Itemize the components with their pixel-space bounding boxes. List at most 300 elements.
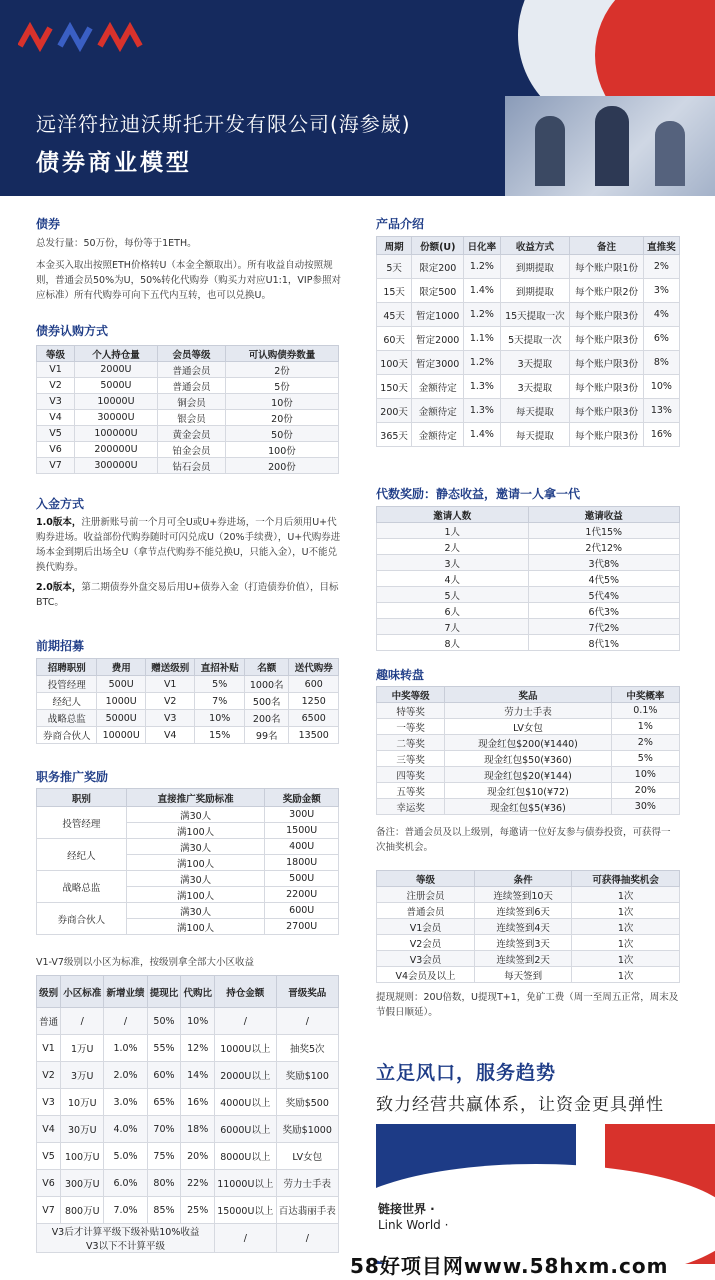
table-row xyxy=(377,951,680,967)
table-cell: 10% xyxy=(195,710,245,727)
table-cell: 10000U xyxy=(74,394,157,410)
table-cell: 到期提取 xyxy=(500,279,570,303)
table-cell: 现金红包$5(¥36) xyxy=(445,799,611,815)
table-cell: 铂金会员 xyxy=(157,442,225,458)
table-cell: V3会员 xyxy=(377,951,475,967)
table-cell: 6人 xyxy=(377,603,529,619)
table-row xyxy=(377,767,680,783)
generation-table xyxy=(376,506,680,651)
table-header-cell: 提现比 xyxy=(147,976,181,1008)
table-cell: 每个账户限3份 xyxy=(570,303,644,327)
table-cell: 5% xyxy=(611,751,679,767)
table-cell: 现金红包$10(¥72) xyxy=(445,783,611,799)
table-header-cell: 份额(U) xyxy=(412,237,464,255)
table-header-cell: 等级 xyxy=(377,871,475,887)
table-cell: / xyxy=(104,1008,147,1035)
table-cell: 10% xyxy=(181,1008,215,1035)
table-row xyxy=(377,935,680,951)
table-cell: V1 xyxy=(37,1035,61,1062)
page-title: 债券商业模型 xyxy=(36,150,192,176)
table-cell: 1.3% xyxy=(464,399,500,423)
subscribe-table xyxy=(36,345,339,474)
table-row xyxy=(37,394,339,410)
table-cell: 2份 xyxy=(225,362,338,378)
table-cell: 金额待定 xyxy=(412,423,464,447)
table-cell: 金额待定 xyxy=(412,399,464,423)
table-header-row xyxy=(377,687,680,703)
table-header-cell: 送代购券 xyxy=(289,659,339,676)
table-cell: 500名 xyxy=(244,693,289,710)
table-cell: 暂定1000 xyxy=(412,303,464,327)
table-cell: 200份 xyxy=(225,458,338,474)
table-cell: 6% xyxy=(643,327,679,351)
table-row xyxy=(37,807,339,823)
table-cell: 经纪人 xyxy=(37,693,97,710)
table-cell: 抽奖5次 xyxy=(276,1035,338,1062)
table-cell: LV女包 xyxy=(276,1143,338,1170)
table-cell: V1会员 xyxy=(377,919,475,935)
table-cell: V2 xyxy=(37,1062,61,1089)
table-row xyxy=(37,1197,339,1224)
table-row xyxy=(37,1008,339,1035)
slogan-title: 立足风口，服务趋势 xyxy=(376,1062,557,1084)
table-cell: 1000名 xyxy=(244,676,289,693)
table-cell: 45天 xyxy=(377,303,412,327)
table-row xyxy=(377,375,680,399)
table-cell: V6 xyxy=(37,442,75,458)
table-cell: / xyxy=(276,1008,338,1035)
table-cell: V3 xyxy=(37,394,75,410)
recruit-table xyxy=(36,658,339,744)
table-header-cell: 职别 xyxy=(37,789,127,807)
table-cell: 限定500 xyxy=(412,279,464,303)
table-cell: V5 xyxy=(37,1143,61,1170)
footer-decor xyxy=(376,1124,715,1264)
table-header-cell: 中奖概率 xyxy=(611,687,679,703)
table-cell: / xyxy=(215,1224,277,1253)
table-cell: 1.3% xyxy=(464,375,500,399)
table-header-cell: 招聘职别 xyxy=(37,659,97,676)
table-cell: 1人 xyxy=(377,523,529,539)
table-cell: 5.0% xyxy=(104,1143,147,1170)
table-header-row xyxy=(377,237,680,255)
table-cell: 5人 xyxy=(377,587,529,603)
table-cell: 注册会员 xyxy=(377,887,475,903)
link-world-en: Link World · xyxy=(378,1218,449,1232)
table-row xyxy=(377,255,680,279)
entry-v2: 2.0版本，第二期债券外盘交易后用U+债券入金（打造债券价值），目标BTC。 xyxy=(36,582,339,608)
table-header-cell: 奖励金额 xyxy=(265,789,339,807)
table-header-cell: 晋级奖品 xyxy=(276,976,338,1008)
table-cell: 特等奖 xyxy=(377,703,445,719)
table-row xyxy=(377,555,680,571)
table-cell: 100天 xyxy=(377,351,412,375)
table-row xyxy=(37,839,339,855)
table-cell: 1.2% xyxy=(464,351,500,375)
subscribe-title: 债券认购方式 xyxy=(36,324,109,338)
table-cell: 2% xyxy=(611,735,679,751)
table-cell: 600 xyxy=(289,676,339,693)
table-cell: 1000U以上 xyxy=(215,1035,277,1062)
table-row xyxy=(377,635,680,651)
table-cell: V6 xyxy=(37,1170,61,1197)
table-cell: 1次 xyxy=(572,935,680,951)
table-cell: 60天 xyxy=(377,327,412,351)
table-cell: 5份 xyxy=(225,378,338,394)
table-cell: 每个账户限3份 xyxy=(570,375,644,399)
table-cell: 4代5% xyxy=(528,571,680,587)
table-row xyxy=(377,327,680,351)
table-cell: 券商合伙人 xyxy=(37,727,97,744)
table-cell: V4 xyxy=(37,1116,61,1143)
table-cell: 黄金会员 xyxy=(157,426,225,442)
table-cell: 8代1% xyxy=(528,635,680,651)
table-cell: 钻石会员 xyxy=(157,458,225,474)
watermark: 58好项目网www.58hxm.com xyxy=(350,1254,669,1278)
table-header-cell: 小区标准 xyxy=(61,976,104,1008)
table-header-cell: 可获得抽奖机会 xyxy=(572,871,680,887)
table-row xyxy=(377,751,680,767)
table-cell: 3% xyxy=(643,279,679,303)
table-cell: 3天提取 xyxy=(500,351,570,375)
table-cell: 每个账户限1份 xyxy=(570,255,644,279)
table-header-row xyxy=(37,659,339,676)
table-cell: 金额待定 xyxy=(412,375,464,399)
table-cell: 85% xyxy=(147,1197,181,1224)
table-cell: 满30人 xyxy=(126,903,265,919)
table-cell: 经纪人 xyxy=(37,839,127,871)
promo-title: 职务推广奖励 xyxy=(36,770,109,784)
table-cell: 1% xyxy=(611,719,679,735)
table-row xyxy=(37,727,339,744)
table-cell: 100份 xyxy=(225,442,338,458)
table-row xyxy=(37,1170,339,1197)
table-cell: 30万U xyxy=(61,1116,104,1143)
table-cell: 8% xyxy=(643,351,679,375)
table-cell: V3 xyxy=(145,710,195,727)
company-name: 远洋符拉迪沃斯托开发有限公司(海参崴) xyxy=(36,112,411,136)
table-cell: V2会员 xyxy=(377,935,475,951)
table-row xyxy=(377,303,680,327)
table-row xyxy=(377,799,680,815)
table-cell: 50份 xyxy=(225,426,338,442)
table-header-row xyxy=(37,789,339,807)
table-cell: 4.0% xyxy=(104,1116,147,1143)
table-cell: 连续签到10天 xyxy=(474,887,571,903)
table-row xyxy=(37,1089,339,1116)
table-cell: 2000U xyxy=(74,362,157,378)
recruit-title: 前期招募 xyxy=(36,639,85,653)
table-header-cell: 费用 xyxy=(97,659,146,676)
generation-title: 代数奖励：静态收益，邀请一人拿一代 xyxy=(376,487,581,501)
table-row xyxy=(377,903,680,919)
table-cell: 150天 xyxy=(377,375,412,399)
table-row xyxy=(377,603,680,619)
table-cell: 500U xyxy=(265,871,339,887)
table-cell: 13500 xyxy=(289,727,339,744)
table-row xyxy=(37,693,339,710)
table-row xyxy=(377,735,680,751)
table-cell: 现金红包$20(¥144) xyxy=(445,767,611,783)
table-cell: 二等奖 xyxy=(377,735,445,751)
table-cell: 22% xyxy=(181,1170,215,1197)
table-row xyxy=(377,571,680,587)
table-cell: 5% xyxy=(195,676,245,693)
table-cell: 18% xyxy=(181,1116,215,1143)
table-cell: 3人 xyxy=(377,555,529,571)
table-header-cell: 赠送级别 xyxy=(145,659,195,676)
products-table xyxy=(376,236,680,447)
table-row xyxy=(37,710,339,727)
table-header-row xyxy=(377,871,680,887)
table-cell: V1 xyxy=(37,362,75,378)
table-cell: 劳力士手表 xyxy=(276,1170,338,1197)
table-cell: 限定200 xyxy=(412,255,464,279)
table-header-cell: 中奖等级 xyxy=(377,687,445,703)
entry-v1: 1.0版本，注册新账号前一个月可全U或U+券进场，一个月后须用U+代购券进场。收益部份代购券随时可闪兑成U（20%手续费），U+代购券进场本金到期后出场全U（拿节点代购券不能兑换U，只能入金），U不能兑换代购券。 xyxy=(36,517,341,573)
table-header-cell: 收益方式 xyxy=(500,237,570,255)
table-cell: 1次 xyxy=(572,951,680,967)
table-cell: 铜会员 xyxy=(157,394,225,410)
table-cell: 每个账户限3份 xyxy=(570,423,644,447)
table-row xyxy=(377,703,680,719)
table-cell: 普通 xyxy=(37,1008,61,1035)
table-cell: LV女包 xyxy=(445,719,611,735)
table-cell: 满30人 xyxy=(126,839,265,855)
table-header-cell: 新增业绩 xyxy=(104,976,147,1008)
bond-title: 债券 xyxy=(36,217,61,231)
table-cell: 战略总监 xyxy=(37,710,97,727)
table-cell: 5天提取一次 xyxy=(500,327,570,351)
table-cell: 10% xyxy=(611,767,679,783)
table-header-row xyxy=(37,346,339,362)
table-cell: 3.0% xyxy=(104,1089,147,1116)
table-row xyxy=(377,783,680,799)
table-cell: 30000U xyxy=(74,410,157,426)
table-row xyxy=(377,719,680,735)
table-row xyxy=(37,426,339,442)
table-cell: 投管经理 xyxy=(37,807,127,839)
level-note: V1-V7级别以小区为标准，按级别拿全部大小区收益 xyxy=(36,957,254,968)
table-row xyxy=(37,1035,339,1062)
table-cell: 2000U以上 xyxy=(215,1062,277,1089)
table-cell: 15% xyxy=(195,727,245,744)
table-row xyxy=(37,1062,339,1089)
table-cell: 战略总监 xyxy=(37,871,127,903)
table-cell: 200天 xyxy=(377,399,412,423)
table-row xyxy=(37,903,339,919)
table-cell: 每个账户限3份 xyxy=(570,351,644,375)
table-cell: 300U xyxy=(265,807,339,823)
level-table xyxy=(36,975,339,1253)
table-cell: 70% xyxy=(147,1116,181,1143)
header-photo xyxy=(505,96,715,196)
promo-table xyxy=(36,788,339,935)
table-cell: V1 xyxy=(145,676,195,693)
bond-desc: 本金买入取出按照ETH价格转U（本金全额取出）。所有收益自动按照规则，普通会员50%为U，50%转化代购券（购买力对应U1:1，VIP参照对应标准）所有代购券可向下五代内互转，也可以兑换U。 xyxy=(36,260,341,301)
table-cell: 银会员 xyxy=(157,410,225,426)
table-row xyxy=(37,676,339,693)
table-cell: 1次 xyxy=(572,903,680,919)
table-cell: 7代2% xyxy=(528,619,680,635)
table-header-cell: 周期 xyxy=(377,237,412,255)
table-header-cell: 名额 xyxy=(244,659,289,676)
table-cell: 每个账户限3份 xyxy=(570,399,644,423)
table-cell: 满30人 xyxy=(126,807,265,823)
table-header-cell: 持仓金额 xyxy=(215,976,277,1008)
table-cell: 5000U xyxy=(74,378,157,394)
table-cell: 2代12% xyxy=(528,539,680,555)
link-world-cn: 链接世界 · xyxy=(378,1202,435,1216)
table-cell: 8000U以上 xyxy=(215,1143,277,1170)
table-cell: 6000U以上 xyxy=(215,1116,277,1143)
table-cell: 12% xyxy=(181,1035,215,1062)
table-header-cell: 备注 xyxy=(570,237,644,255)
table-header-cell: 可认购债券数量 xyxy=(225,346,338,362)
table-row xyxy=(37,410,339,426)
table-cell: 五等奖 xyxy=(377,783,445,799)
table-cell: 1250 xyxy=(289,693,339,710)
table-cell: 每天提取 xyxy=(500,423,570,447)
table-cell: 20份 xyxy=(225,410,338,426)
table-cell: 14% xyxy=(181,1062,215,1089)
table-cell: V7 xyxy=(37,458,75,474)
entry-title: 入金方式 xyxy=(36,497,85,511)
table-cell: 普通会员 xyxy=(157,378,225,394)
table-cell: 400U xyxy=(265,839,339,855)
table-header-cell: 直推奖 xyxy=(643,237,679,255)
table-cell: 365天 xyxy=(377,423,412,447)
slogan-subtitle: 致力经营共赢体系，让资金更具弹性 xyxy=(376,1095,664,1115)
table-cell: 16% xyxy=(643,423,679,447)
table-cell: 50% xyxy=(147,1008,181,1035)
table-cell: 暂定2000 xyxy=(412,327,464,351)
table-row xyxy=(377,523,680,539)
table-cell: 三等奖 xyxy=(377,751,445,767)
table-cell: 连续签到6天 xyxy=(474,903,571,919)
table-cell: 25% xyxy=(181,1197,215,1224)
table-cell: 15天 xyxy=(377,279,412,303)
table-cell: 1.4% xyxy=(464,279,500,303)
table-row xyxy=(377,423,680,447)
table-cell: 10万U xyxy=(61,1089,104,1116)
table-cell: 20% xyxy=(181,1143,215,1170)
table-cell: 每天签到 xyxy=(474,967,571,983)
table-footer-row xyxy=(37,1224,339,1253)
table-cell: V3 xyxy=(37,1089,61,1116)
table-cell: 满100人 xyxy=(126,823,265,839)
table-cell: 每个账户限2份 xyxy=(570,279,644,303)
table-header-row xyxy=(377,507,680,523)
table-cell: 每个账户限3份 xyxy=(570,327,644,351)
table-cell: 5天 xyxy=(377,255,412,279)
table-cell: 2.0% xyxy=(104,1062,147,1089)
table-cell: 55% xyxy=(147,1035,181,1062)
table-row xyxy=(377,619,680,635)
table-row xyxy=(377,279,680,303)
table-cell: 2200U xyxy=(265,887,339,903)
table-cell: 满100人 xyxy=(126,855,265,871)
table-cell: 7.0% xyxy=(104,1197,147,1224)
table-header-cell: 个人持仓量 xyxy=(74,346,157,362)
table-cell: 75% xyxy=(147,1143,181,1170)
table-cell: 600U xyxy=(265,903,339,919)
table-cell: 投管经理 xyxy=(37,676,97,693)
table-cell: 1000U xyxy=(97,693,146,710)
table-cell: 0.1% xyxy=(611,703,679,719)
table-cell: 1代15% xyxy=(528,523,680,539)
table-cell: 奖励$1000 xyxy=(276,1116,338,1143)
table-row xyxy=(37,458,339,474)
table-cell: 7人 xyxy=(377,619,529,635)
table-cell: 现金红包$50(¥360) xyxy=(445,751,611,767)
table-cell: 30% xyxy=(611,799,679,815)
table-header-cell: 日化率 xyxy=(464,237,500,255)
table-row xyxy=(37,1143,339,1170)
company-logo xyxy=(18,22,158,54)
table-cell: 16% xyxy=(181,1089,215,1116)
table-header-cell: 邀请收益 xyxy=(528,507,680,523)
table-cell: 3代8% xyxy=(528,555,680,571)
table-cell: V4会员及以上 xyxy=(377,967,475,983)
header-banner xyxy=(0,0,715,196)
wheel-table xyxy=(376,686,680,815)
table-cell: 2人 xyxy=(377,539,529,555)
signin-table xyxy=(376,870,680,983)
table-cell: 到期提取 xyxy=(500,255,570,279)
table-header-cell: 奖品 xyxy=(445,687,611,703)
table-header-cell: 代购比 xyxy=(181,976,215,1008)
table-row xyxy=(37,871,339,887)
table-cell: 800万U xyxy=(61,1197,104,1224)
wheel-title: 趣味转盘 xyxy=(376,668,425,682)
table-cell: 20% xyxy=(611,783,679,799)
table-cell: 3天提取 xyxy=(500,375,570,399)
table-cell: 连续签到3天 xyxy=(474,935,571,951)
table-cell: 10份 xyxy=(225,394,338,410)
table-cell: V4 xyxy=(37,410,75,426)
table-row xyxy=(377,399,680,423)
table-cell: 200名 xyxy=(244,710,289,727)
table-cell: 6代3% xyxy=(528,603,680,619)
table-cell: 1.4% xyxy=(464,423,500,447)
table-cell: 1次 xyxy=(572,919,680,935)
table-header-cell: 直招补贴 xyxy=(195,659,245,676)
table-cell: 1次 xyxy=(572,887,680,903)
table-cell: 15000U以上 xyxy=(215,1197,277,1224)
table-cell: 百达翡丽手表 xyxy=(276,1197,338,1224)
table-cell: 4000U以上 xyxy=(215,1089,277,1116)
table-cell: V2 xyxy=(145,693,195,710)
table-cell: 普通会员 xyxy=(157,362,225,378)
table-row xyxy=(37,1116,339,1143)
withdraw-note: 提现规则：20U倍数，U提现T+1，免矿工费（周一至周五正常，周末及节假日顺延）。 xyxy=(376,992,679,1018)
table-row xyxy=(377,967,680,983)
table-cell: 券商合伙人 xyxy=(37,903,127,935)
table-cell: 1次 xyxy=(572,967,680,983)
table-cell: 1.2% xyxy=(464,255,500,279)
table-cell: 1万U xyxy=(61,1035,104,1062)
table-cell: / xyxy=(276,1224,338,1253)
table-row xyxy=(377,587,680,603)
table-cell: 11000U以上 xyxy=(215,1170,277,1197)
table-cell: 80% xyxy=(147,1170,181,1197)
table-cell: 13% xyxy=(643,399,679,423)
bond-issue: 总发行量：50万份，每份等于1ETH。 xyxy=(36,238,197,249)
wheel-note: 备注：普通会员及以上级别，每邀请一位好友参与债券投资，可获得一次抽奖机会。 xyxy=(376,827,671,853)
table-cell: 1500U xyxy=(265,823,339,839)
table-cell: 连续签到2天 xyxy=(474,951,571,967)
